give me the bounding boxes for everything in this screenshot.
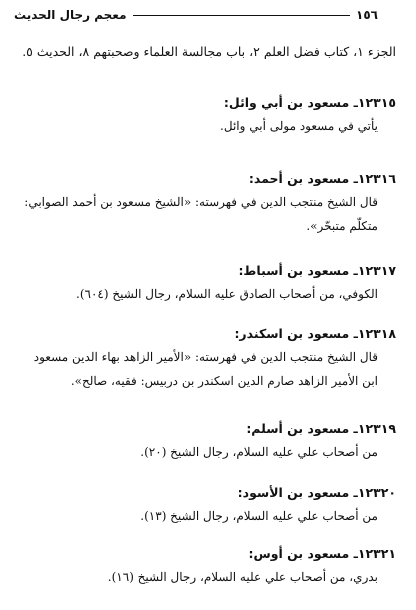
entry-title: ١٢٣١٦ـ مسعود بن أحمد: xyxy=(248,171,396,186)
entry-12318 xyxy=(18,323,396,393)
entry-title: ١٢٣٢٠ـ مسعود بن الأسود: xyxy=(237,485,396,500)
entry-text-line-2: ابن الأمير الزاهد صارم الدين اسكندر بن دربيس: فقيه، صالح». xyxy=(70,374,378,388)
book-title: معجم رجال الحديث xyxy=(14,8,127,22)
entry-text: الكوفي، من أصحاب الصادق عليه السلام، رجال الشيخ (٦٠٤). xyxy=(76,287,378,301)
running-header xyxy=(14,4,378,26)
entry-12317 xyxy=(18,260,396,306)
entry-text: من أصحاب علي عليه السلام، رجال الشيخ (١٣). xyxy=(140,509,378,523)
entry-title: ١٢٣١٩ـ مسعود بن أسلم: xyxy=(246,421,396,436)
entry-text-line-1: قال الشيخ منتجب الدين في فهرسته: «الأمير الزاهد بهاء الدين مسعود xyxy=(33,350,378,364)
page-number: ١٥٦ xyxy=(356,8,378,22)
entry-title: ١٢٣١٨ـ مسعود بن اسكندر: xyxy=(234,326,396,341)
entry-12316 xyxy=(18,168,396,238)
entry-text: من أصحاب علي عليه السلام، رجال الشيخ (٢٠). xyxy=(140,445,378,459)
entry-title: ١٢٣١٥ـ مسعود بن أبي وائل: xyxy=(223,95,396,110)
intro-paragraph: الجزء ١، كتاب فضل العلم ٢، باب مجالسة العلماء وصحبتهم ٨، الحديث ٥. xyxy=(22,44,396,59)
entry-12315 xyxy=(18,92,396,138)
entry-title: ١٢٣٢١ـ مسعود بن أوس: xyxy=(248,546,396,561)
entry-12319 xyxy=(18,418,396,464)
entry-text: يأتي في مسعود مولى أبي وائل. xyxy=(220,119,378,133)
entry-12320 xyxy=(18,482,396,528)
entry-text-line-1: قال الشيخ منتجب الدين في فهرسته: «الشيخ مسعود بن أحمد الصوابي: xyxy=(24,195,378,209)
entry-12321 xyxy=(18,543,396,589)
header-rule xyxy=(133,15,351,16)
entry-title: ١٢٣١٧ـ مسعود بن أسباط: xyxy=(238,263,396,278)
entry-text: بدري، من أصحاب علي عليه السلام، رجال الشيخ (١٦). xyxy=(107,570,378,584)
entry-text-line-2: متكلّم متبحّر». xyxy=(306,219,378,233)
